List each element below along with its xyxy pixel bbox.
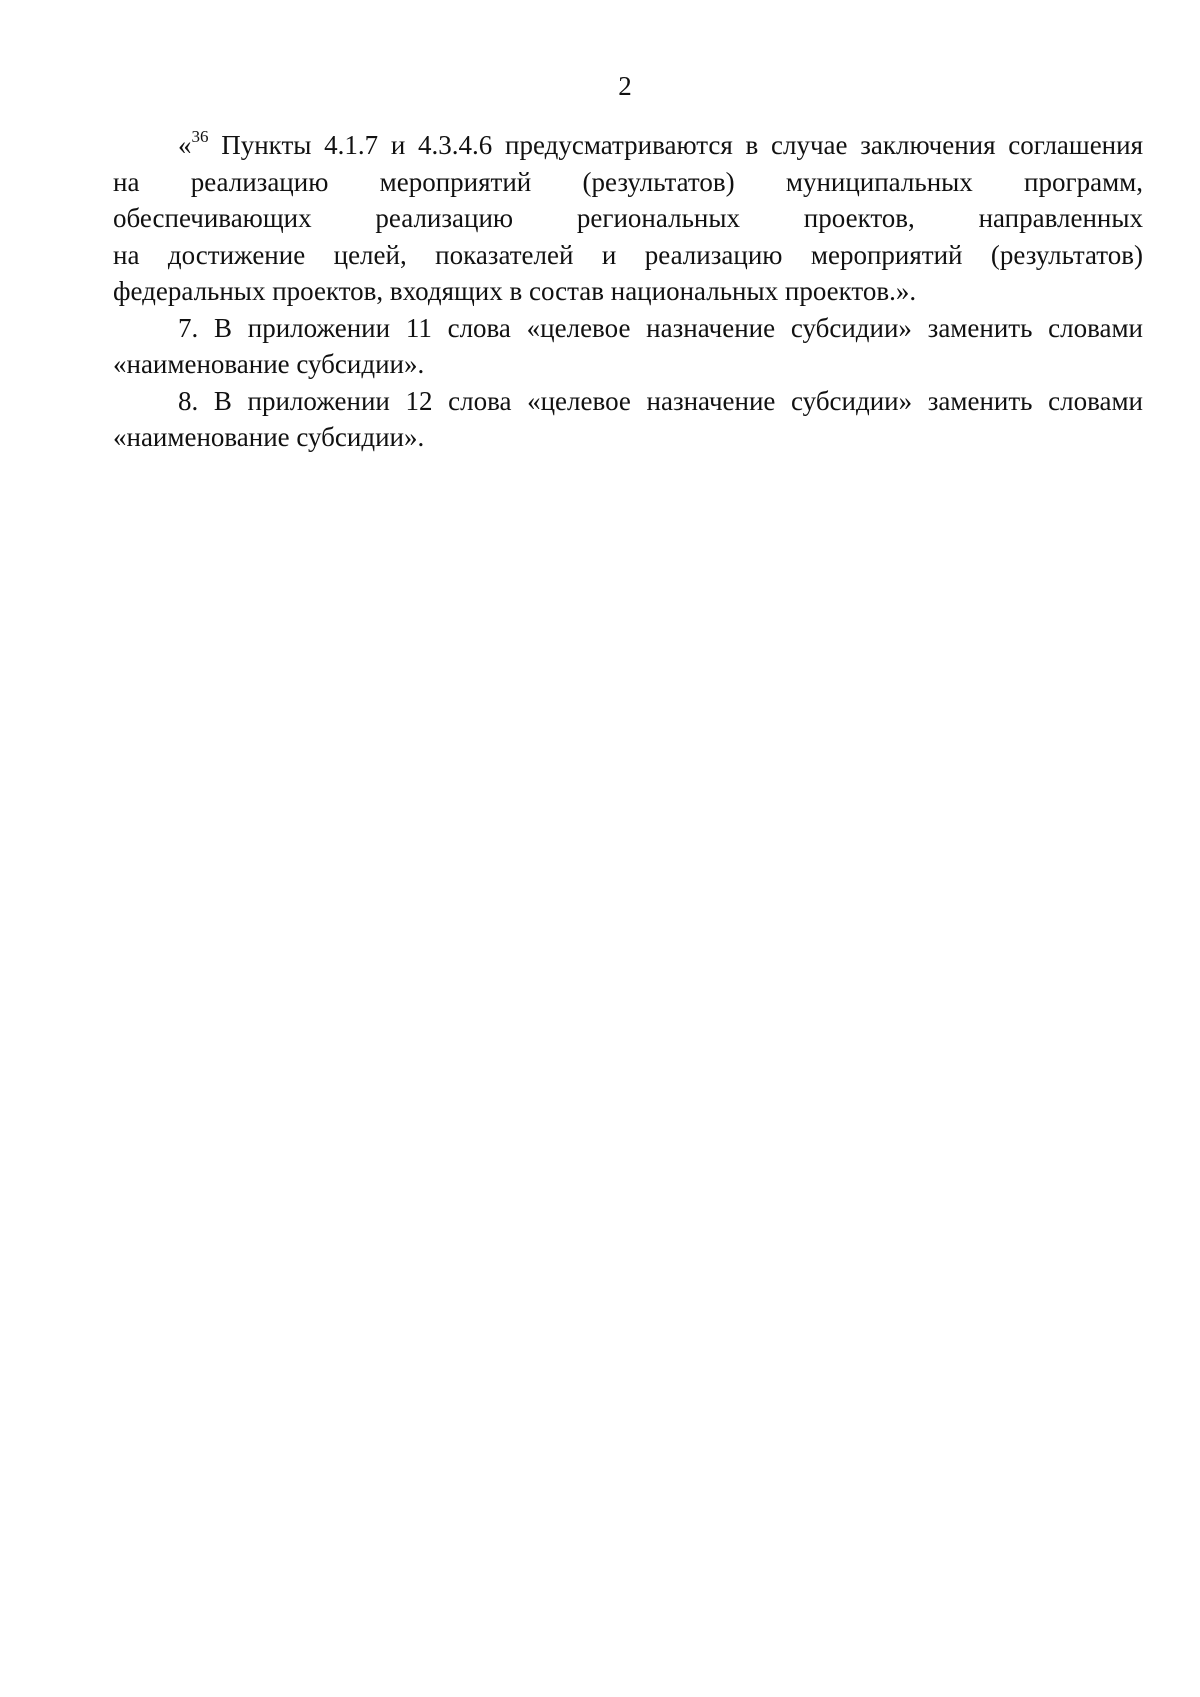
item-8-line-1: 8. В приложении 12 слова «целевое назначение субсидии» заменить словами [178, 385, 1143, 416]
footnote-line-1-text: Пункты 4.1.7 и 4.3.4.6 предусматриваются в случае заключения соглашения [208, 130, 1143, 160]
footnote-marker: 36 [191, 127, 209, 146]
footnote-line-4: на достижение целей, показателей и реализацию мероприятий (результатов) [113, 239, 1143, 270]
footnote-line-2: на реализацию мероприятий (результатов) муниципальных программ, [113, 166, 1143, 197]
document-body [113, 127, 1143, 456]
item-7-line-1: 7. В приложении 11 слова «целевое назначение субсидии» заменить словами [178, 312, 1143, 343]
item-8-paragraph [113, 383, 1143, 456]
open-quote: « [178, 130, 192, 160]
footnote-paragraph [113, 127, 1143, 310]
item-7-paragraph [113, 310, 1143, 383]
footnote-line-5: федеральных проектов, входящих в состав национальных проектов.». [113, 276, 917, 306]
item-7-line-2: «наименование субсидии». [113, 349, 425, 379]
item-8-line-2: «наименование субсидии». [113, 422, 425, 452]
footnote-line-3: обеспечивающих реализацию региональных проектов, направленных [113, 203, 1143, 233]
page-number: 2 [618, 71, 632, 101]
footnote-line-1 [113, 127, 1143, 164]
